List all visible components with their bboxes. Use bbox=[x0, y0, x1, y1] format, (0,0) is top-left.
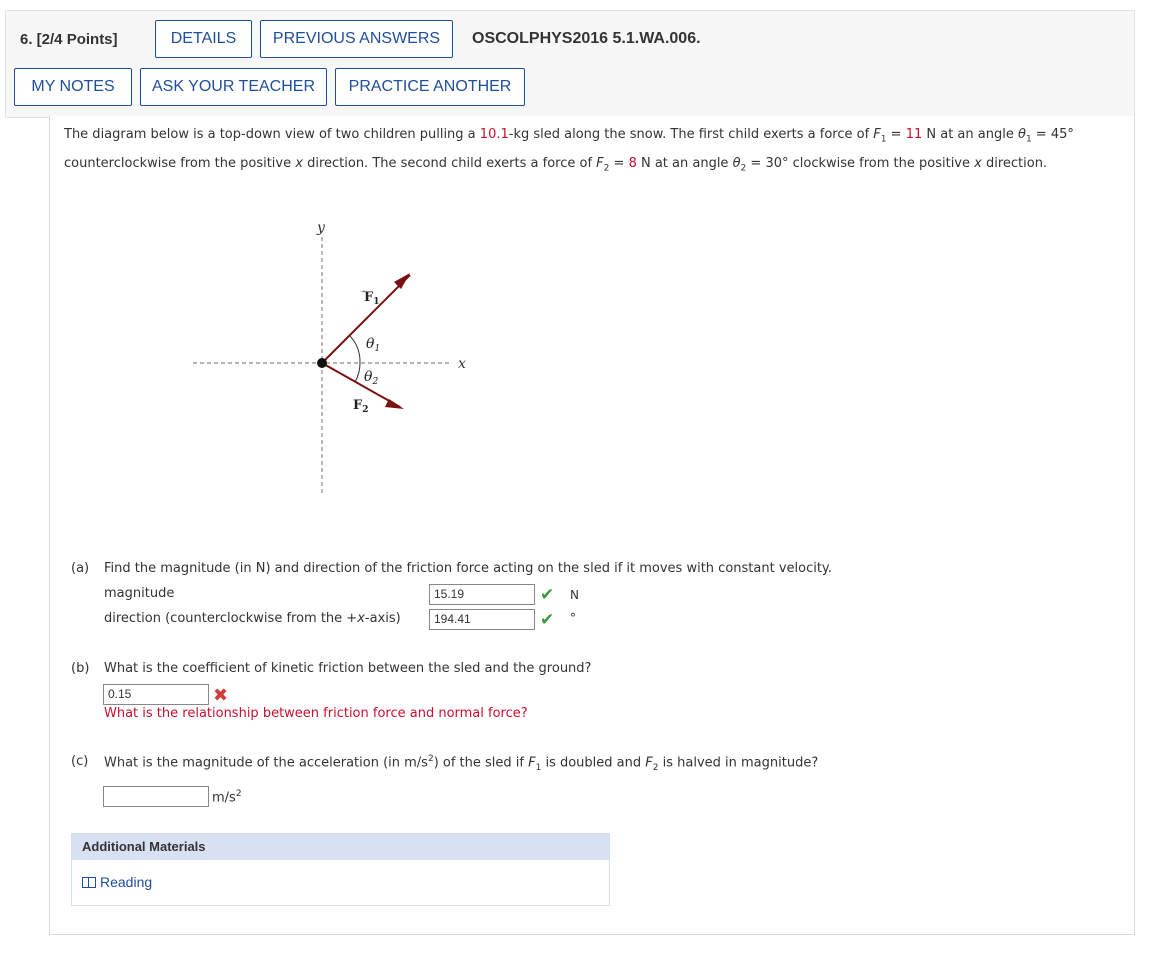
ask-your-teacher-button[interactable]: ASK YOUR TEACHER bbox=[140, 68, 327, 106]
theta2-label: $\theta_2$ bbox=[364, 369, 379, 387]
direction-label: direction (counterclockwise from the +x-axis) bbox=[104, 611, 401, 626]
f1-label: $F_1$ bbox=[364, 290, 380, 307]
magnitude-input[interactable]: 15.19 bbox=[429, 584, 535, 605]
theta1-arc bbox=[350, 336, 360, 363]
question-number: 6. [2/4 Points] bbox=[20, 31, 118, 48]
additional-materials-title: Additional Materials bbox=[72, 834, 609, 860]
theta2-arc bbox=[355, 363, 360, 382]
y-axis-label: y bbox=[317, 220, 325, 236]
x-axis-label: x bbox=[458, 356, 466, 372]
part-c-question: What is the magnitude of the acceleration (in $m/s^2$) of the sled if $F_1$ is doubled and $F_2$ is halved in magnitude? bbox=[104, 754, 819, 773]
f1-value: 11 bbox=[905, 127, 923, 142]
additional-materials-panel bbox=[71, 833, 610, 906]
force-diagram bbox=[180, 215, 500, 500]
direction-input[interactable]: 194.41 bbox=[429, 609, 535, 630]
part-b-question: What is the coefficient of kinetic friction between the sled and the ground? bbox=[104, 661, 592, 676]
part-a-letter: (a) bbox=[71, 561, 90, 576]
incorrect-icon: ✖ bbox=[213, 685, 229, 706]
part-a-question: Find the magnitude (in N) and direction of the friction force acting on the sled if it moves with constant velocity. bbox=[104, 561, 832, 576]
my-notes-button[interactable]: MY NOTES bbox=[14, 68, 132, 106]
friction-coefficient-input[interactable]: 0.15 bbox=[103, 684, 209, 705]
part-b-hint: What is the relationship between friction force and normal force? bbox=[104, 706, 528, 721]
details-button[interactable]: DETAILS bbox=[155, 20, 252, 58]
reading-label[interactable]: Reading bbox=[100, 874, 153, 890]
f1-arrowhead bbox=[394, 273, 410, 289]
practice-another-button[interactable]: PRACTICE ANOTHER bbox=[335, 68, 525, 106]
mass-value: 10.1 bbox=[479, 127, 509, 142]
direction-unit: ° bbox=[570, 611, 576, 625]
f2-value: 8 bbox=[628, 155, 637, 171]
reading-link[interactable] bbox=[82, 874, 152, 890]
acceleration-input[interactable] bbox=[103, 786, 209, 807]
direction-correct-icon: ✔ bbox=[540, 610, 555, 630]
magnitude-correct-icon: ✔ bbox=[540, 585, 555, 605]
part-b-letter: (b) bbox=[71, 661, 90, 676]
f2-label: $F_2$ bbox=[353, 398, 369, 415]
previous-answers-button[interactable]: PREVIOUS ANSWERS bbox=[260, 20, 453, 58]
magnitude-label: magnitude bbox=[104, 586, 175, 601]
part-c-letter: (c) bbox=[71, 754, 89, 769]
problem-code: OSCOLPHYS2016 5.1.WA.006. bbox=[472, 30, 701, 47]
problem-statement: The diagram below is a top-down view of two children pulling a 10.1-kg sled along the snow. The first child exerts a force of $F_1 = 11$ N at an angle $\theta_1 = 45^\circ$ counterclockwise from the positive x direction. The second child exerts a force of $F_2 = 8$ N at an angle $\theta_2 = 30^\circ$ clockwise from the positive x direction. bbox=[64, 127, 1074, 174]
theta1-label: $\theta_1$ bbox=[366, 336, 381, 354]
sled-origin-dot bbox=[317, 358, 327, 368]
book-icon bbox=[82, 877, 96, 888]
magnitude-unit: N bbox=[570, 588, 579, 602]
acceleration-unit: $m/s^2$ bbox=[212, 789, 242, 806]
